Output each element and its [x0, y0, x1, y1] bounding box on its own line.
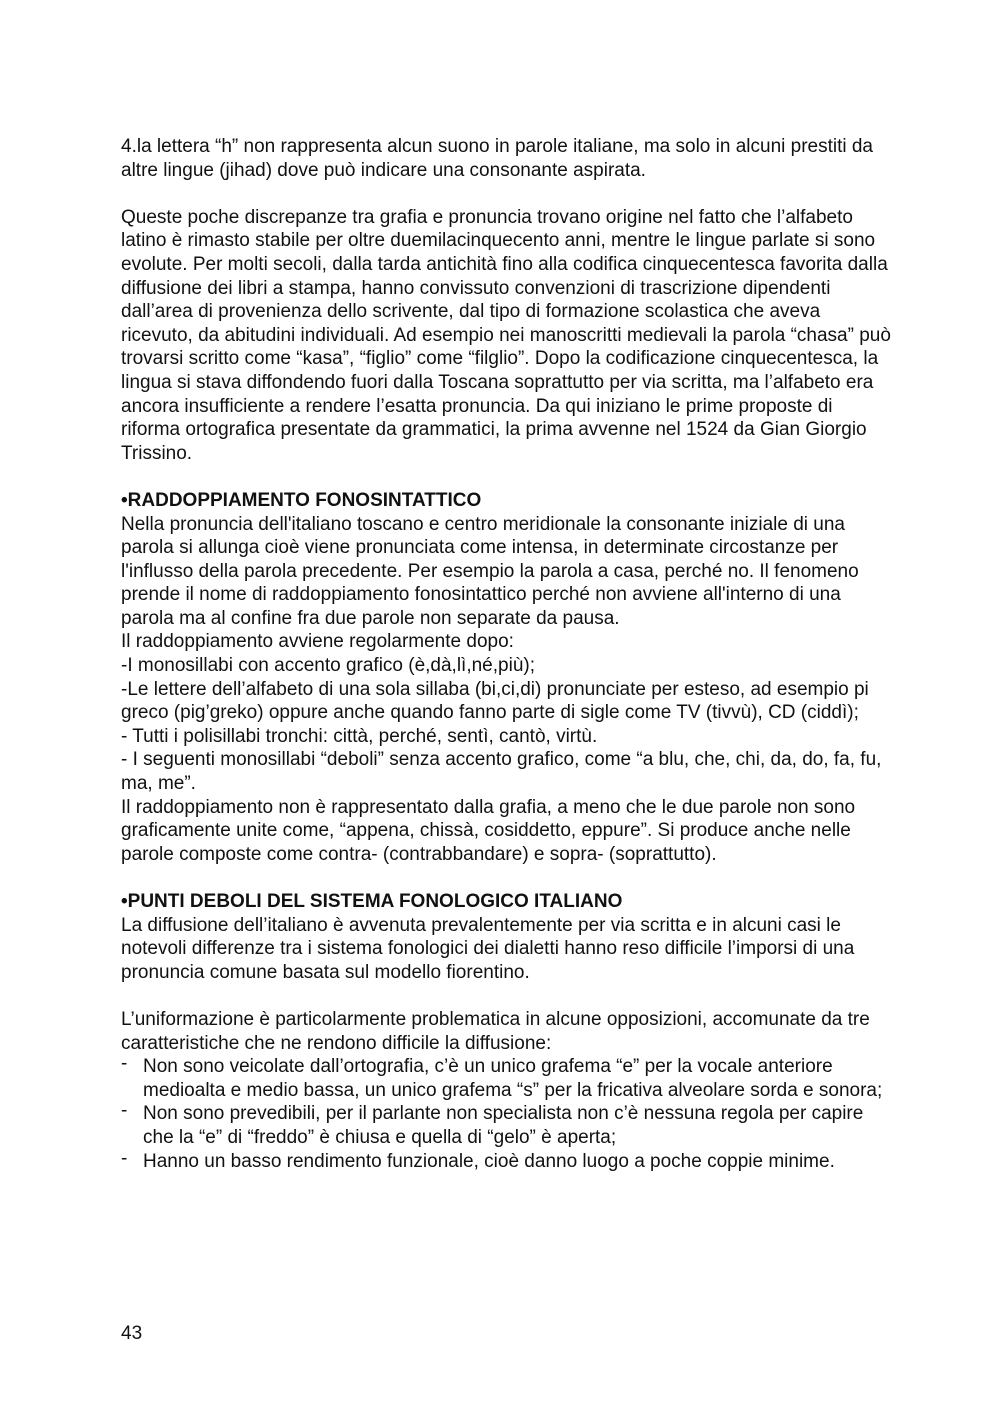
list-item-text: Non sono veicolate dall’ortografia, c’è un unico grafema “e” per la vocale anteriore medioalta e medio bassa, un unico grafema “s” per la fricativa alveolare sorda e sonora;: [143, 1056, 883, 1101]
paragraph-spacer: [121, 182, 891, 206]
list-item-text: Hanno un basso rendimento funzionale, cioè danno luogo a poche coppie minime.: [143, 1150, 835, 1172]
paragraph-spacer: [121, 866, 891, 890]
dash-bullet: -: [121, 1147, 128, 1169]
page-number: 43: [121, 1323, 143, 1344]
section-heading-punti-deboli: •PUNTI DEBOLI DEL SISTEMA FONOLOGICO ITALIANO: [121, 891, 623, 912]
raddoppiamento-line: - Tutti i polisillabi tronchi: città, perché, sentì, cantò, virtù.: [121, 725, 598, 747]
section-heading-raddoppiamento: •RADDOPPIAMENTO FONOSINTATTICO: [121, 489, 482, 511]
page-body: [121, 135, 891, 1173]
list-item: [121, 1147, 891, 1174]
list-item-text: Non sono prevedibili, per il parlante non specialista non c’è nessuna regola per capire che la “e” di “freddo” è chiusa e quella di “gelo” è aperta;: [143, 1103, 864, 1148]
list-item: [121, 1102, 891, 1149]
punti-deboli-body: La diffusione dell’italiano è avvenuta prevalentemente per via scritta e in alcuni casi le notevoli differenze tra i sistema fonologici dei dialetti hanno reso difficile l’imporsi di una pronuncia comune basata sul modello fiorentino.: [121, 914, 855, 983]
punti-deboli-intro: L’uniformazione è particolarmente problematica in alcune opposizioni, accomunate da tre caratteristiche che ne rendono difficile la diffusione:: [121, 1008, 870, 1054]
raddoppiamento-body: Nella pronuncia dell'italiano toscano e centro meridionale la consonante iniziale di una parola si allunga cioè viene pronunciata come intensa, in determinate circostanze per l'influsso della parola precedente. Per esempio la parola a casa, perché no. Il fenomeno prende il nome di raddoppiamento fonosintattico perché non avviene all'interno di una parola ma al confine fra due parole non separate da pausa.: [121, 513, 859, 629]
history-paragraph: Queste poche discrepanze tra grafia e pronuncia trovano origine nel fatto che l’alfabeto latino è rimasto stabile per oltre duemilacinquecento anni, mentre le lingue parlate si sono evolute. Per molti secoli, dalla tarda antichità fino alla codifica cinquecentesca favorita dalla diffusione dei libri a stampa, hanno convissuto convenzioni di trascrizione dipendenti dall’area di provenienza dello scrivente, dal tipo di formazione scolastica che aveva ricevuto, da abitudini individuali. Ad esempio nei manoscritti medievali la parola “chasa” può trovarsi scritto come “kasa”, “figlio” come “filglio”. Dopo la codificazione cinquecentesca, la lingua si stava diffondendo fuori dalla Toscana soprattutto per via scritta, ma l’alfabeto era ancora insufficiente a rendere l’esatta pronuncia. Da qui iniziano le prime proposte di riforma ortografica presentate da grammatici, la prima avvenne nel 1524 da Gian Giorgio Trissino.: [121, 206, 891, 464]
raddoppiamento-line: -Le lettere dell’alfabeto di una sola sillaba (bi,ci,di) pronunciate per esteso, ad esempio pi greco (pig’greko) oppure anche quando fanno parte di sigle come TV (tivvù), CD (ciddì);: [121, 678, 869, 724]
raddoppiamento-line: Il raddoppiamento non è rappresentato dalla grafia, a meno che le due parole non sono graficamente unite come, “appena, chissà, cosiddetto, eppure”. Si produce anche nelle parole composte come contra- (contrabbandare) e sopra- (soprattutto).: [121, 796, 856, 865]
raddoppiamento-line: -I monosillabi con accento grafico (è,dà,lì,né,più);: [121, 655, 535, 677]
raddoppiamento-line: Il raddoppiamento avviene regolarmente dopo:: [121, 631, 514, 653]
list-item: [121, 1055, 891, 1102]
paragraph-spacer: [121, 465, 891, 489]
raddoppiamento-line: - I seguenti monosillabi “deboli” senza accento grafico, come “a blu, che, chi, da, do, fa, fu, ma, me”.: [121, 749, 882, 795]
dash-bullet: -: [121, 1053, 128, 1075]
dash-bullet: -: [121, 1100, 128, 1122]
intro-paragraph: 4.la lettera “h” non rappresenta alcun suono in parole italiane, ma solo in alcuni prestiti da altre lingue (jihad) dove può indicare una consonante aspirata.: [121, 136, 874, 181]
paragraph-spacer: [121, 984, 891, 1008]
characteristics-list: [121, 1055, 891, 1173]
